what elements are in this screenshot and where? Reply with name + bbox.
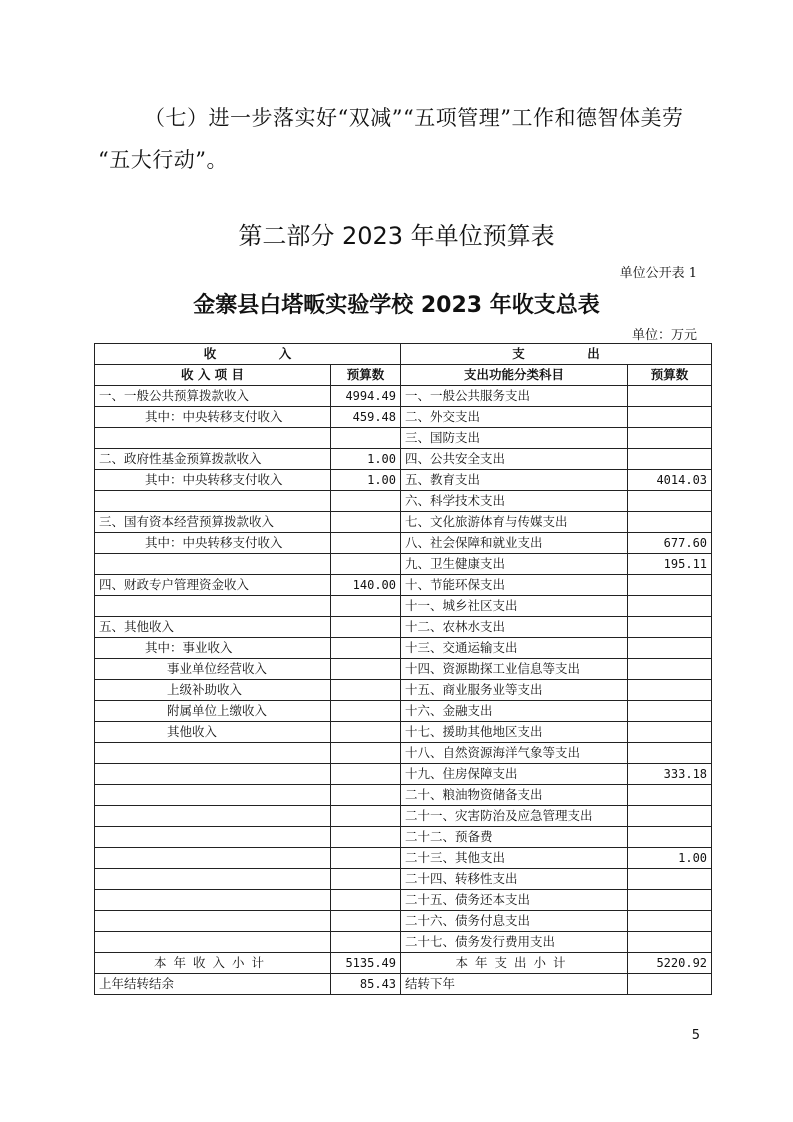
income-amount-cell — [331, 743, 401, 764]
expense-subtotal-amount: 5220.92 — [628, 953, 712, 974]
expense-amount-cell — [628, 659, 712, 680]
expense-amount-cell — [628, 617, 712, 638]
expense-item-cell: 二十四、转移性支出 — [401, 869, 628, 890]
expense-amount-cell — [628, 449, 712, 470]
income-subtotal-label: 本年收入小计 — [95, 953, 331, 974]
unit-label: 单位：万元 — [631, 328, 697, 343]
income-amount-cell — [331, 785, 401, 806]
income-item-cell — [95, 827, 331, 848]
expense-item-cell: 六、科学技术支出 — [401, 491, 628, 512]
subtotal-row — [95, 953, 712, 974]
table-row — [95, 449, 712, 470]
expense-amount-cell: 677.60 — [628, 533, 712, 554]
income-item-cell — [95, 554, 331, 575]
expense-item-cell: 十二、农林水支出 — [401, 617, 628, 638]
income-amount-cell — [331, 554, 401, 575]
table-row — [95, 869, 712, 890]
income-item-cell — [95, 869, 331, 890]
expense-amount-cell: 333.18 — [628, 764, 712, 785]
expense-item-cell: 二十一、灾害防治及应急管理支出 — [401, 806, 628, 827]
expense-amount-cell — [628, 596, 712, 617]
expense-item-cell: 十五、商业服务业等支出 — [401, 680, 628, 701]
income-group-header: 收 入 — [95, 344, 401, 365]
table-row — [95, 596, 712, 617]
expense-item-header: 支出功能分类科目 — [401, 365, 628, 386]
table-number: 单位公开表 1 — [619, 266, 697, 281]
budget-summary-table — [94, 343, 712, 995]
income-amount-cell: 1.00 — [331, 449, 401, 470]
expense-amount-cell — [628, 491, 712, 512]
expense-amount-cell: 4014.03 — [628, 470, 712, 491]
table-row — [95, 407, 712, 428]
expense-amount-cell — [628, 890, 712, 911]
income-item-cell — [95, 596, 331, 617]
income-item-cell: 一、一般公共预算拨款收入 — [95, 386, 331, 407]
expense-amount-cell: 1.00 — [628, 848, 712, 869]
expense-carryover-label: 结转下年 — [401, 974, 628, 995]
section-title: 第二部分 2023 年单位预算表 — [238, 222, 555, 250]
income-item-cell: 其中：中央转移支付收入 — [95, 470, 331, 491]
expense-amount-cell — [628, 743, 712, 764]
expense-amount-cell — [628, 932, 712, 953]
expense-item-cell: 二十三、其他支出 — [401, 848, 628, 869]
income-item-cell — [95, 848, 331, 869]
table-row — [95, 638, 712, 659]
expense-amount-cell — [628, 785, 712, 806]
income-amount-cell — [331, 512, 401, 533]
income-amount-cell — [331, 764, 401, 785]
table-row — [95, 848, 712, 869]
expense-amount-cell — [628, 512, 712, 533]
income-amount-cell: 140.00 — [331, 575, 401, 596]
table-row — [95, 428, 712, 449]
income-item-cell — [95, 491, 331, 512]
table-row — [95, 680, 712, 701]
expense-item-cell: 二十六、债务付息支出 — [401, 911, 628, 932]
expense-item-cell: 十三、交通运输支出 — [401, 638, 628, 659]
income-carryover-label: 上年结转结余 — [95, 974, 331, 995]
table-row — [95, 722, 712, 743]
income-carryover-amount: 85.43 — [331, 974, 401, 995]
expense-amount-cell: 195.11 — [628, 554, 712, 575]
expense-amount-cell — [628, 869, 712, 890]
income-item-cell: 其中：事业收入 — [95, 638, 331, 659]
table-row — [95, 470, 712, 491]
expense-item-cell: 十七、援助其他地区支出 — [401, 722, 628, 743]
income-item-cell: 附属单位上缴收入 — [95, 701, 331, 722]
expense-subtotal-label: 本年支出小计 — [401, 953, 628, 974]
income-amount-cell: 1.00 — [331, 470, 401, 491]
table-row — [95, 575, 712, 596]
table-row — [95, 743, 712, 764]
table-row — [95, 533, 712, 554]
income-item-cell — [95, 428, 331, 449]
income-amount-cell — [331, 428, 401, 449]
table-row — [95, 785, 712, 806]
expense-item-cell: 二十二、预备费 — [401, 827, 628, 848]
table-row — [95, 890, 712, 911]
income-amount-cell — [331, 491, 401, 512]
expense-amount-cell — [628, 575, 712, 596]
expense-item-cell: 二十、粮油物资储备支出 — [401, 785, 628, 806]
income-amount-cell — [331, 869, 401, 890]
expense-item-cell: 二十七、债务发行费用支出 — [401, 932, 628, 953]
income-amount-cell — [331, 911, 401, 932]
expense-amount-cell — [628, 680, 712, 701]
table-row — [95, 554, 712, 575]
table-row — [95, 659, 712, 680]
income-amount-cell — [331, 680, 401, 701]
table-row — [95, 932, 712, 953]
table-row — [95, 806, 712, 827]
expense-item-cell: 一、一般公共服务支出 — [401, 386, 628, 407]
expense-amount-cell — [628, 407, 712, 428]
expense-item-cell: 四、公共安全支出 — [401, 449, 628, 470]
expense-amount-cell — [628, 827, 712, 848]
expense-item-cell: 十六、金融支出 — [401, 701, 628, 722]
income-item-cell: 事业单位经营收入 — [95, 659, 331, 680]
income-amount-cell — [331, 932, 401, 953]
expense-item-cell: 十九、住房保障支出 — [401, 764, 628, 785]
income-item-cell: 其中：中央转移支付收入 — [95, 533, 331, 554]
income-amount-cell — [331, 701, 401, 722]
expense-amount-cell — [628, 638, 712, 659]
expense-item-cell: 十一、城乡社区支出 — [401, 596, 628, 617]
income-item-cell: 其中：中央转移支付收入 — [95, 407, 331, 428]
income-item-cell — [95, 806, 331, 827]
expense-item-cell: 十八、自然资源海洋气象等支出 — [401, 743, 628, 764]
paragraph-line-2: “五大行动”。 — [98, 148, 228, 172]
income-amount-cell — [331, 533, 401, 554]
expense-group-header: 支 出 — [401, 344, 712, 365]
expense-item-cell: 八、社会保障和就业支出 — [401, 533, 628, 554]
income-item-cell — [95, 785, 331, 806]
table-row — [95, 386, 712, 407]
table-group-header-row — [95, 344, 712, 365]
expense-amount-cell — [628, 428, 712, 449]
expense-amount-cell — [628, 386, 712, 407]
expense-item-cell: 十四、资源勘探工业信息等支出 — [401, 659, 628, 680]
income-amount-cell — [331, 638, 401, 659]
expense-item-cell: 二十五、债务还本支出 — [401, 890, 628, 911]
income-amount-header: 预算数 — [331, 365, 401, 386]
income-item-cell — [95, 890, 331, 911]
income-amount-cell — [331, 827, 401, 848]
income-item-cell: 二、政府性基金预算拨款收入 — [95, 449, 331, 470]
income-amount-cell — [331, 659, 401, 680]
expense-item-cell: 五、教育支出 — [401, 470, 628, 491]
expense-carryover-amount — [628, 974, 712, 995]
expense-item-cell: 九、卫生健康支出 — [401, 554, 628, 575]
table-row — [95, 701, 712, 722]
page-number: 5 — [691, 1028, 700, 1043]
income-item-cell: 上级补助收入 — [95, 680, 331, 701]
table-row — [95, 491, 712, 512]
paragraph-line-1: （七）进一步落实好“双减”“五项管理”工作和德智体美劳 — [144, 106, 684, 130]
table-column-header-row — [95, 365, 712, 386]
income-item-cell — [95, 932, 331, 953]
expense-amount-cell — [628, 722, 712, 743]
expense-amount-cell — [628, 806, 712, 827]
income-item-header: 收 入 项 目 — [95, 365, 331, 386]
expense-amount-cell — [628, 911, 712, 932]
income-item-cell — [95, 764, 331, 785]
income-amount-cell — [331, 722, 401, 743]
carryover-row — [95, 974, 712, 995]
expense-item-cell: 二、外交支出 — [401, 407, 628, 428]
income-amount-cell — [331, 596, 401, 617]
expense-amount-header: 预算数 — [628, 365, 712, 386]
table-row — [95, 911, 712, 932]
table-row — [95, 617, 712, 638]
income-subtotal-amount: 5135.49 — [331, 953, 401, 974]
income-amount-cell — [331, 848, 401, 869]
expense-item-cell: 十、节能环保支出 — [401, 575, 628, 596]
income-amount-cell: 459.48 — [331, 407, 401, 428]
income-item-cell: 其他收入 — [95, 722, 331, 743]
income-item-cell: 三、国有资本经营预算拨款收入 — [95, 512, 331, 533]
table-row — [95, 827, 712, 848]
expense-amount-cell — [628, 701, 712, 722]
income-item-cell: 四、财政专户管理资金收入 — [95, 575, 331, 596]
income-amount-cell — [331, 617, 401, 638]
income-item-cell — [95, 911, 331, 932]
income-amount-cell — [331, 890, 401, 911]
expense-item-cell: 七、文化旅游体育与传媒支出 — [401, 512, 628, 533]
table-row — [95, 512, 712, 533]
income-amount-cell: 4994.49 — [331, 386, 401, 407]
table-title: 金寨县白塔畈实验学校 2023 年收支总表 — [193, 293, 600, 318]
table-row — [95, 764, 712, 785]
expense-item-cell: 三、国防支出 — [401, 428, 628, 449]
income-item-cell — [95, 743, 331, 764]
income-item-cell: 五、其他收入 — [95, 617, 331, 638]
income-amount-cell — [331, 806, 401, 827]
